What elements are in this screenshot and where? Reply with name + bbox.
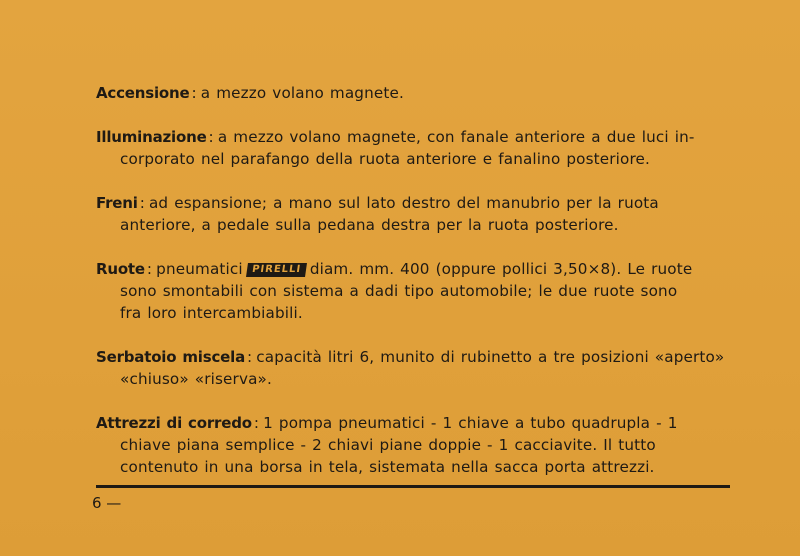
spec-text-continued: corporato nel parafango della ruota anteriore e fanalino posteriore. bbox=[120, 150, 650, 168]
spec-line bbox=[96, 126, 736, 148]
spec-text: 1 pompa pneumatici - 1 chiave a tubo quadrupla - 1 bbox=[263, 414, 678, 432]
spec-text-continued: chiave piana semplice - 2 chiavi piane doppie - 1 cacciavite. Il tutto bbox=[120, 436, 656, 454]
spec-text: capacità litri 6, munito di rubinetto a tre posizioni «aperto» bbox=[256, 348, 725, 366]
spec-ruote bbox=[96, 258, 736, 324]
spec-serbatoio bbox=[96, 346, 736, 390]
spec-text: pneumatici bbox=[156, 260, 243, 278]
spec-label: Accensione bbox=[96, 84, 190, 102]
spec-separator: : bbox=[247, 348, 253, 366]
spec-text-continued: «chiuso» «riserva». bbox=[120, 370, 272, 388]
pirelli-logo: PIRELLI bbox=[246, 263, 307, 277]
spec-text-continued: fra loro intercambiabili. bbox=[120, 304, 303, 322]
spec-text: ad espansione; a mano sul lato destro del manubrio per la ruota bbox=[148, 194, 659, 212]
spec-label: Freni bbox=[96, 194, 138, 212]
spec-label: Ruote bbox=[96, 260, 145, 278]
spec-separator: : bbox=[139, 194, 145, 212]
spec-freni bbox=[96, 192, 736, 236]
spec-illuminazione bbox=[96, 126, 736, 170]
spec-line bbox=[96, 412, 736, 434]
spec-label: Serbatoio miscela bbox=[96, 348, 246, 366]
page-number: 6 — bbox=[92, 494, 122, 512]
spec-separator: : bbox=[253, 414, 260, 432]
spec-separator: : bbox=[208, 128, 214, 146]
spec-text-continued: sono smontabili con sistema a dadi tipo automobile; le due ruote sono bbox=[120, 282, 678, 300]
spec-text-continued: contenuto in una borsa in tela, sistemata nella sacca porta attrezzi. bbox=[120, 458, 655, 476]
spec-label: Attrezzi di corredo bbox=[96, 414, 252, 432]
spec-line bbox=[96, 82, 736, 104]
spec-text-continued: anteriore, a pedale sulla pedana destra per la ruota posteriore. bbox=[120, 216, 619, 234]
spec-separator: : bbox=[146, 260, 153, 278]
spec-label: Illuminazione bbox=[96, 128, 207, 146]
spec-text: a mezzo volano magnete, con fanale anteriore a due luci in- bbox=[217, 128, 695, 146]
spec-text: a mezzo volano magnete. bbox=[200, 84, 404, 102]
spec-text: diam. mm. 400 (oppure pollici 3,50×8). Le ruote bbox=[309, 260, 693, 278]
spec-accensione bbox=[96, 82, 736, 104]
footer-rule bbox=[96, 485, 730, 488]
spec-line bbox=[96, 346, 736, 368]
spec-line bbox=[96, 258, 736, 280]
spec-separator: : bbox=[191, 84, 197, 102]
spec-list bbox=[96, 82, 736, 500]
spec-attrezzi bbox=[96, 412, 736, 478]
spec-line bbox=[96, 192, 736, 214]
